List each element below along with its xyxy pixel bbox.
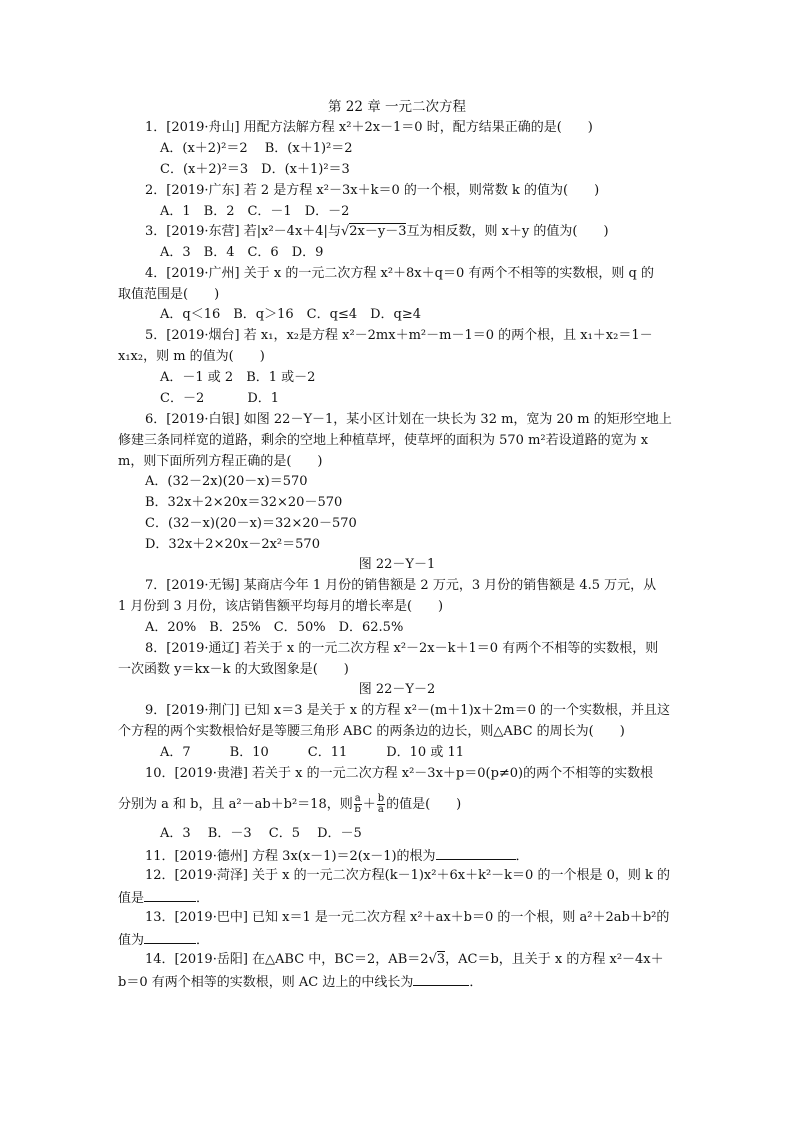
q3-stem-before: 3．[2019·东营] 若|x²－4x＋4|与 [145,224,341,239]
q14-line1 [145,952,664,968]
q1-stem: 1．[2019·舟山] 用配方法解方程 x²＋2x－1＝0 时，配方结果正确的是( ) [145,120,593,135]
radical-sign: √ [340,224,350,239]
q1-options-row1: A．(x＋2)²＝2 B．(x＋1)²＝2 [160,141,353,156]
q6-option-c: C．(32－x)(20－x)＝32×20－570 [145,516,357,531]
q5-line1: 5．[2019·烟台] 若 x₁，x₂是方程 x²－2mx＋m²－m－1＝0 的两个根，且 x₁＋x₂＝1－ [145,328,653,343]
q13-answer-blank[interactable] [144,931,196,944]
q11-answer-blank[interactable] [436,847,516,860]
q8-figure-caption: 图 22－Y－2 [358,682,436,697]
q7-line1: 7．[2019·无锡] 某商店今年 1 月份的销售额是 2 万元，3 月份的销售额是 4.5 万元，从 [145,578,657,593]
q12-text: 值是 [118,891,145,906]
q9-options: A．7 B．10 C．11 D．10 或 11 [160,745,465,760]
q2-options: A．1 B．2 C．－1 D．－2 [160,204,350,219]
q14-answer-blank[interactable] [413,973,469,986]
q13-period: ． [196,933,210,948]
q2-stem: 2．[2019·广东] 若 2 是方程 x²－3x＋k＝0 的一个根，则常数 k 的值为( ) [145,183,600,198]
q6-line3: m，则下面所列方程正确的是( ) [118,454,323,469]
q6-option-a: A．(32－2x)(20－x)＝570 [145,474,308,489]
q7-options: A．20% B．25% C．50% D．62.5% [145,620,404,635]
q11-period: ． [515,849,529,864]
q11-line1 [145,847,529,865]
q6-line1: 6．[2019·白银] 如图 22－Y－1，某小区计划在一块长为 32 m，宽为 20 m 的矩形空地上 [145,412,672,427]
q6-line2: 修建三条同样宽的道路，剩余的空地上种植草坪，使草坪的面积为 570 m²若设道路的宽为 x [118,433,649,448]
q14-line1-after: ，AC＝b，且关于 x 的方程 x²－4x＋ [445,952,664,967]
q3-radicand: 2x－y－3 [349,224,407,239]
q6-option-b: B．32x＋2×20x＝32×20－570 [145,495,343,510]
q14-line1-before: 14．[2019·岳阳] 在△ABC 中，BC＝2，AB＝2 [145,952,429,967]
q5-options-row2: C．－2 D．1 [160,391,280,406]
q6-figure-caption: 图 22－Y－1 [358,557,436,572]
q4-line1: 4．[2019·广州] 关于 x 的一元二次方程 x²＋8x＋q＝0 有两个不相等的实数根，则 q 的 [145,266,654,281]
q8-line2: 一次函数 y＝kx－k 的大致图象是( ) [118,662,349,677]
q10-options: A．3 B．－3 C．5 D．－5 [160,826,362,841]
q3-stem [145,224,609,240]
chapter-title: 第 22 章 一元二次方程 [327,99,467,115]
q12-answer-blank[interactable] [144,889,196,902]
frac1-numerator: a [354,793,361,804]
q5-options-row1: A．－1 或 2 B．1 或－2 [160,370,316,385]
q14-radicand: 3 [436,952,446,967]
plus-sign: ＋ [362,797,376,812]
q14-text: b＝0 有两个相等的实数根，则 AC 边上的中线长为 [118,975,414,990]
q12-period: ． [196,891,210,906]
q12-line2 [118,889,209,907]
q14-period: ． [469,975,483,990]
q4-line2: 取值范围是( ) [118,287,220,302]
q10-line2-before: 分别为 a 和 b，且 a²－ab＋b²＝18，则 [118,797,353,812]
q3-options: A．3 B．4 C．6 D．9 [160,245,324,260]
q5-line2: x₁x₂，则 m 的值为( ) [118,349,265,364]
frac1-denominator: b [354,804,361,815]
q9-line2: 个方程的两个实数根恰好是等腰三角形 ABC 的两条边的边长，则△ABC 的周长为( ) [118,724,625,739]
q14-line2 [118,973,482,991]
q3-stem-after: 互为相反数，则 x＋y 的值为( ) [406,224,609,239]
frac2-numerator: b [377,793,385,804]
radical-sign: √ [428,952,437,967]
q12-line1: 12．[2019·菏泽] 关于 x 的一元二次方程(k－1)x²＋6x＋k²－k＝0 的一个根是 0，则 k 的 [145,868,670,883]
frac2-denominator: a [377,804,384,815]
q6-option-d: D．32x＋2×20x－2x²＝570 [145,537,320,552]
q13-line2 [118,931,209,949]
q10-line1: 10．[2019·贵港] 若关于 x 的一元二次方程 x²－3x＋p＝0(p≠0)的两个不相等的实数根 [145,766,654,781]
q13-text: 值为 [118,933,145,948]
q10-line2 [118,794,461,815]
q1-options-row2: C．(x＋2)²＝3 D．(x＋1)²＝3 [160,162,350,177]
q10-line2-after: 的值是( ) [386,797,462,812]
q11-text: 11．[2019·德州] 方程 3x(x－1)＝2(x－1)的根为 [145,849,436,864]
q9-line1: 9．[2019·荆门] 已知 x＝3 是关于 x 的方程 x²－(m＋1)x＋2m＝0 的一个实数根，并且这 [145,703,670,718]
q7-line2: 1 月份到 3 月份，该店销售额平均每月的增长率是( ) [118,599,444,614]
fraction-a-over-b [354,794,362,815]
fraction-b-over-a [377,794,385,815]
q8-line1: 8．[2019·通辽] 若关于 x 的一元二次方程 x²－2x－k＋1＝0 有两个不相等的实数根，则 [145,641,659,656]
q4-options: A．q＜16 B．q＞16 C．q≤4 D．q≥4 [160,307,422,322]
q13-line1: 13．[2019·巴中] 已知 x＝1 是一元二次方程 x²＋ax＋b＝0 的一个根，则 a²＋2ab＋b²的 [145,910,670,925]
